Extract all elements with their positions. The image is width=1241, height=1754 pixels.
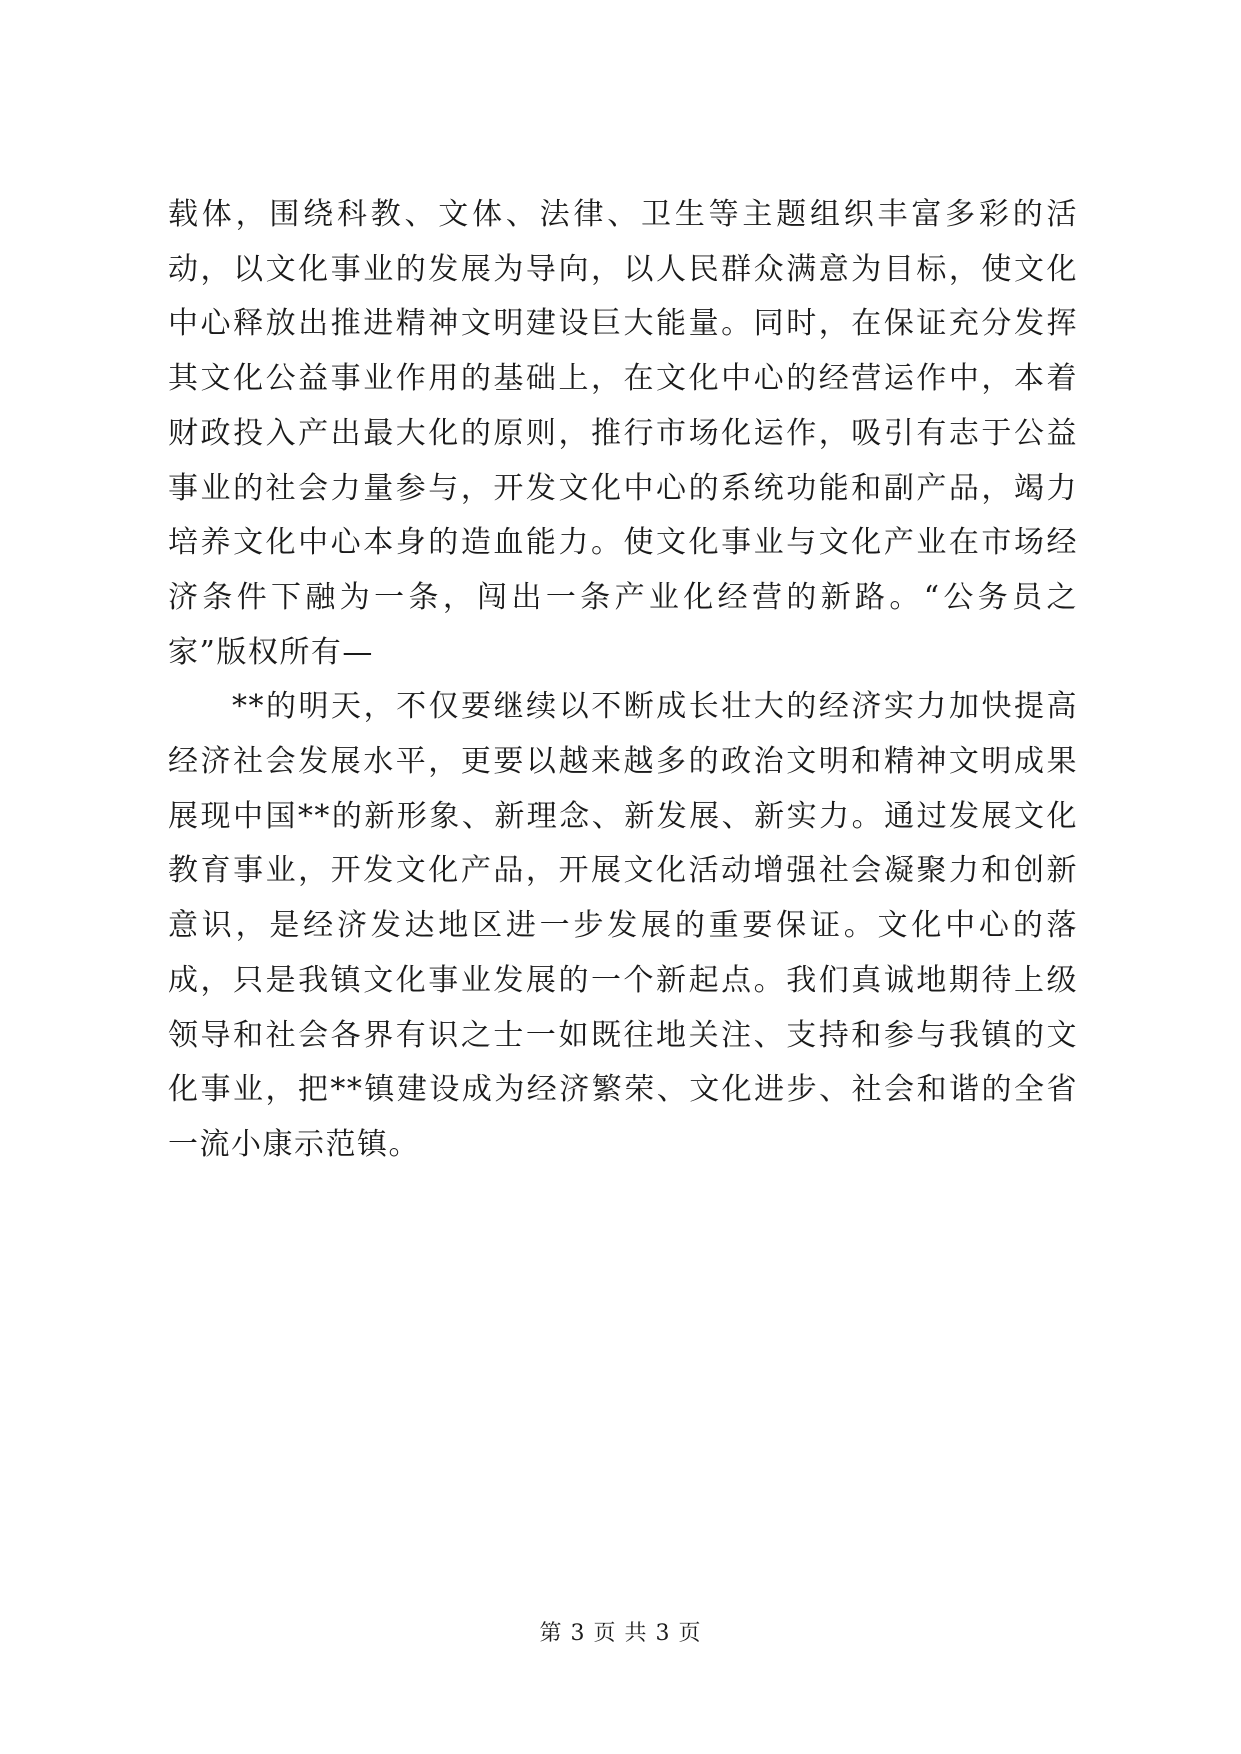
paragraph-continuation: 载体，围绕科教、文体、法律、卫生等主题组织丰富多彩的活动，以文化事业的发展为导向，以人民群众满意为目标，使文化中心释放出推进精神文明建设巨大能量。同时，在保证充分发挥其文化公益事业作用的基础上，在文化中心的经营运作中，本着财政投入产出最大化的原则，推行市场化运作，吸引有志于公益事业的社会力量参与，开发文化中心的系统功能和副产品，竭力培养文化中心本身的造血能力。使文化事业与文化产业在市场经济条件下融为一条，闯出一条产业化经营的新路。“公务员之家”版权所有— xyxy=(168,197,1078,670)
document-body xyxy=(168,188,1078,1173)
paragraph-closing: **的明天，不仅要继续以不断成长壮大的经济实力加快提高经济社会发展水平，更要以越来越多的政治文明和精神文明成果展现中国**的新形象、新理念、新发展、新实力。通过发展文化教育事业，开发文化产品，开展文化活动增强社会凝聚力和创新意识，是经济发达地区进一步发展的重要保证。文化中心的落成，只是我镇文化事业发展的一个新起点。我们真诚地期待上级领导和社会各界有识之士一如既往地关注、支持和参与我镇的文化事业，把**镇建设成为经济繁荣、文化进步、社会和谐的全省一流小康示范镇。 xyxy=(168,689,1078,1162)
page-number-footer: 第 3 页 共 3 页 xyxy=(539,1621,702,1646)
